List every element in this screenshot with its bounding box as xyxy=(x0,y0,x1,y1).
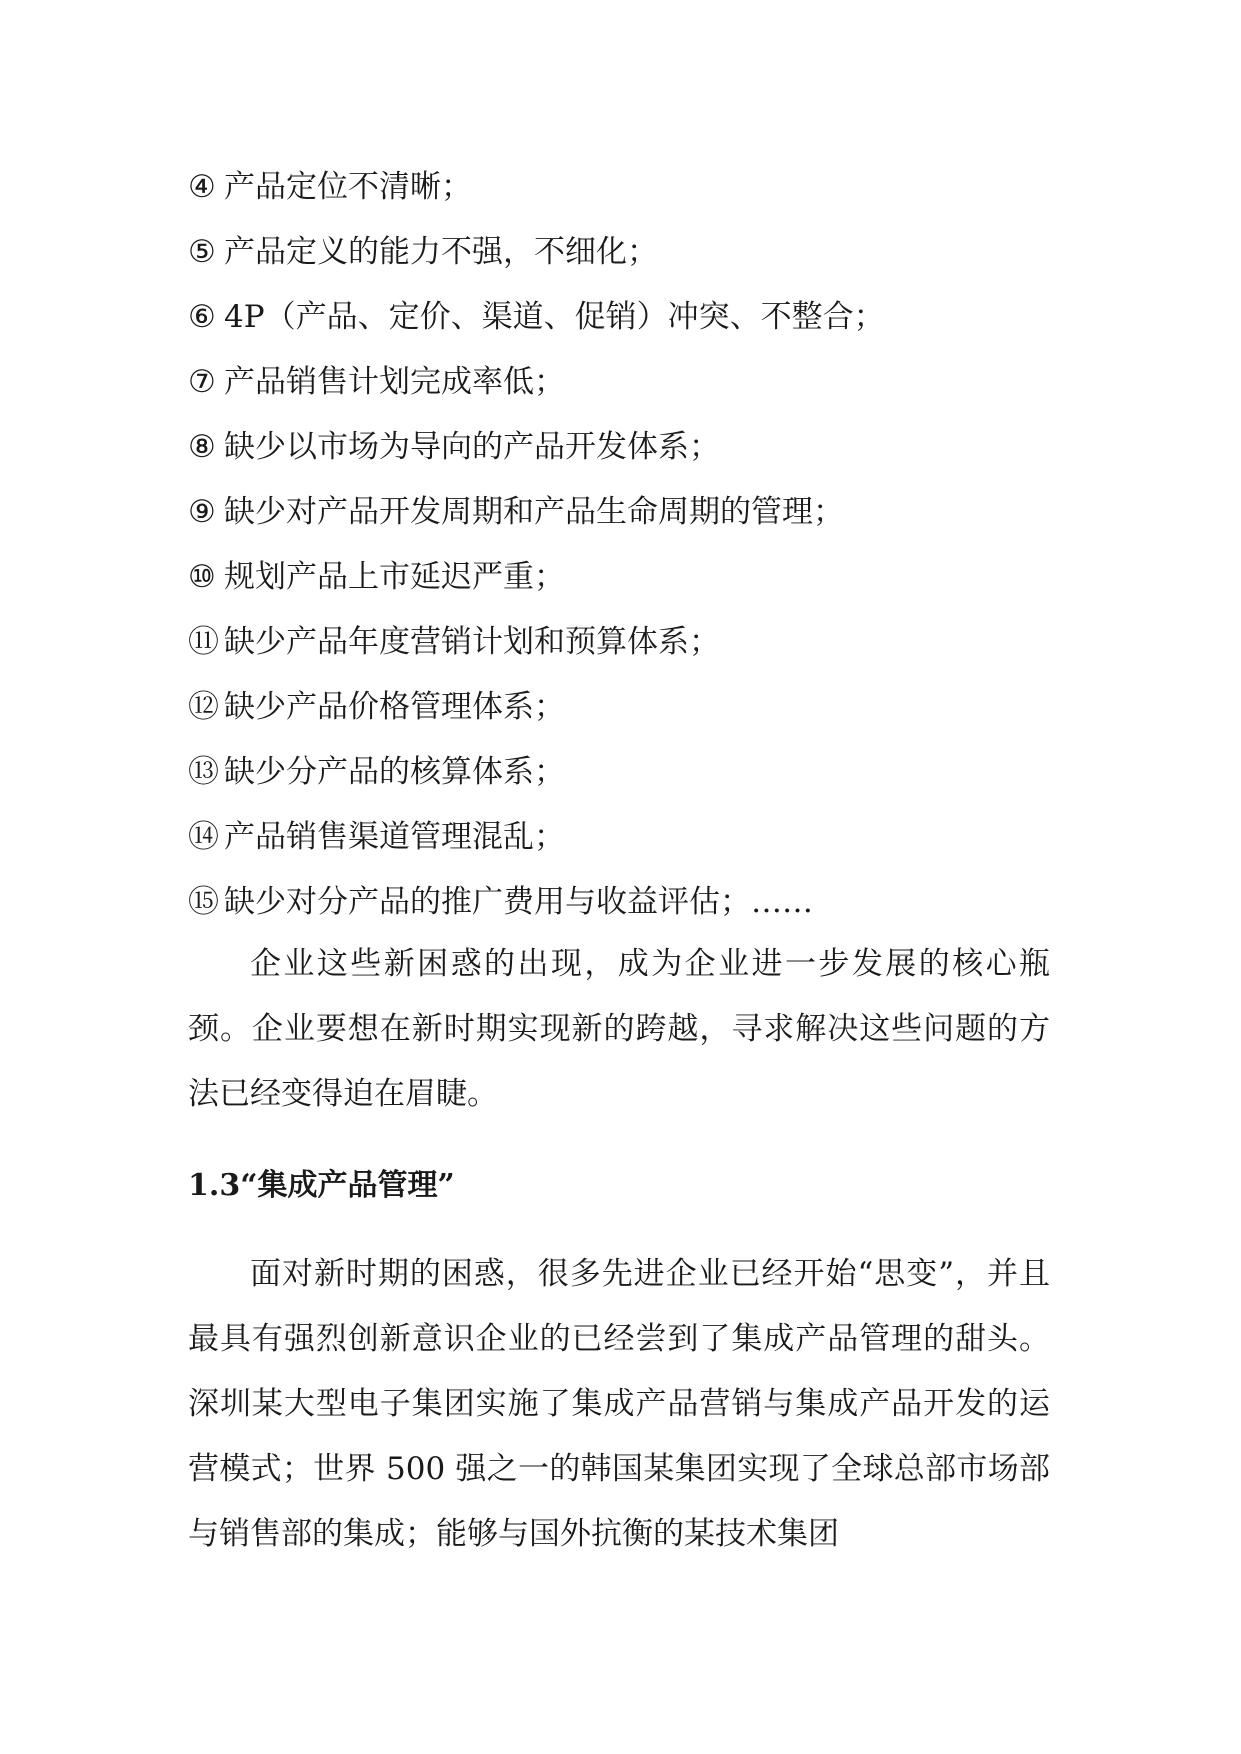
list-marker: ⑨ xyxy=(188,494,216,530)
section-heading: 1.3“集成产品管理” xyxy=(188,1168,455,1203)
list-marker: ⑫ xyxy=(188,689,219,725)
list-item-text: 4P（产品、定价、渠道、促销）冲突、不整合； xyxy=(224,299,885,335)
list-marker: ⑪ xyxy=(188,624,219,660)
list-item xyxy=(188,480,1068,545)
list-item-text: 缺少分产品的核算体系； xyxy=(224,754,565,790)
list-item xyxy=(188,740,1068,805)
list-item-text: 产品定义的能力不强，不细化； xyxy=(224,234,658,270)
list-marker: ⑦ xyxy=(188,364,216,400)
list-item-text: 产品定位不清晰； xyxy=(224,169,472,205)
body-paragraph-2: 面对新时期的困惑，很多先进企业已经开始“思变”，并且最具有强烈创新意识企业的已经尝到了集成产品管理的甜头。深圳某大型电子集团实施了集成产品营销与集成产品开发的运营模式；世界 500 强之一的韩国某集团实现了全球总部市场部与销售部的集成；能够与国外抗衡的某技术集团 xyxy=(188,1256,1050,1552)
list-item-text: 产品销售计划完成率低； xyxy=(224,364,565,400)
list-item xyxy=(188,220,1068,285)
list-marker: ⑮ xyxy=(188,884,219,920)
list-marker: ⑬ xyxy=(188,754,219,790)
list-item-text: 缺少以市场为导向的产品开发体系； xyxy=(224,429,720,465)
list-item xyxy=(188,870,1068,935)
list-item xyxy=(188,610,1068,675)
list-item xyxy=(188,415,1068,480)
list-marker: ⑤ xyxy=(188,234,216,270)
list-item xyxy=(188,285,1068,350)
list-item xyxy=(188,155,1068,220)
body-paragraph-1: 企业这些新困惑的出现，成为企业进一步发展的核心瓶颈。企业要想在新时期实现新的跨越，寻求解决这些问题的方法已经变得迫在眉睫。 xyxy=(188,946,1050,1112)
list-marker: ④ xyxy=(188,169,216,205)
list-marker: ⑭ xyxy=(188,819,219,855)
list-marker: ⑧ xyxy=(188,429,216,465)
list-item xyxy=(188,675,1068,740)
list-item-text: 规划产品上市延迟严重； xyxy=(224,559,565,595)
list-item-text: 产品销售渠道管理混乱； xyxy=(224,819,565,855)
list-item-text: 缺少产品价格管理体系； xyxy=(224,689,565,725)
list-item-text: 缺少对分产品的推广费用与收益评估；…… xyxy=(224,884,813,920)
list-marker: ⑩ xyxy=(188,559,216,595)
list-marker: ⑥ xyxy=(188,299,216,335)
list-item-text: 缺少产品年度营销计划和预算体系； xyxy=(224,624,720,660)
problem-list xyxy=(188,155,1068,935)
list-item xyxy=(188,805,1068,870)
list-item xyxy=(188,545,1068,610)
list-item-text: 缺少对产品开发周期和产品生命周期的管理； xyxy=(224,494,844,530)
list-item xyxy=(188,350,1068,415)
